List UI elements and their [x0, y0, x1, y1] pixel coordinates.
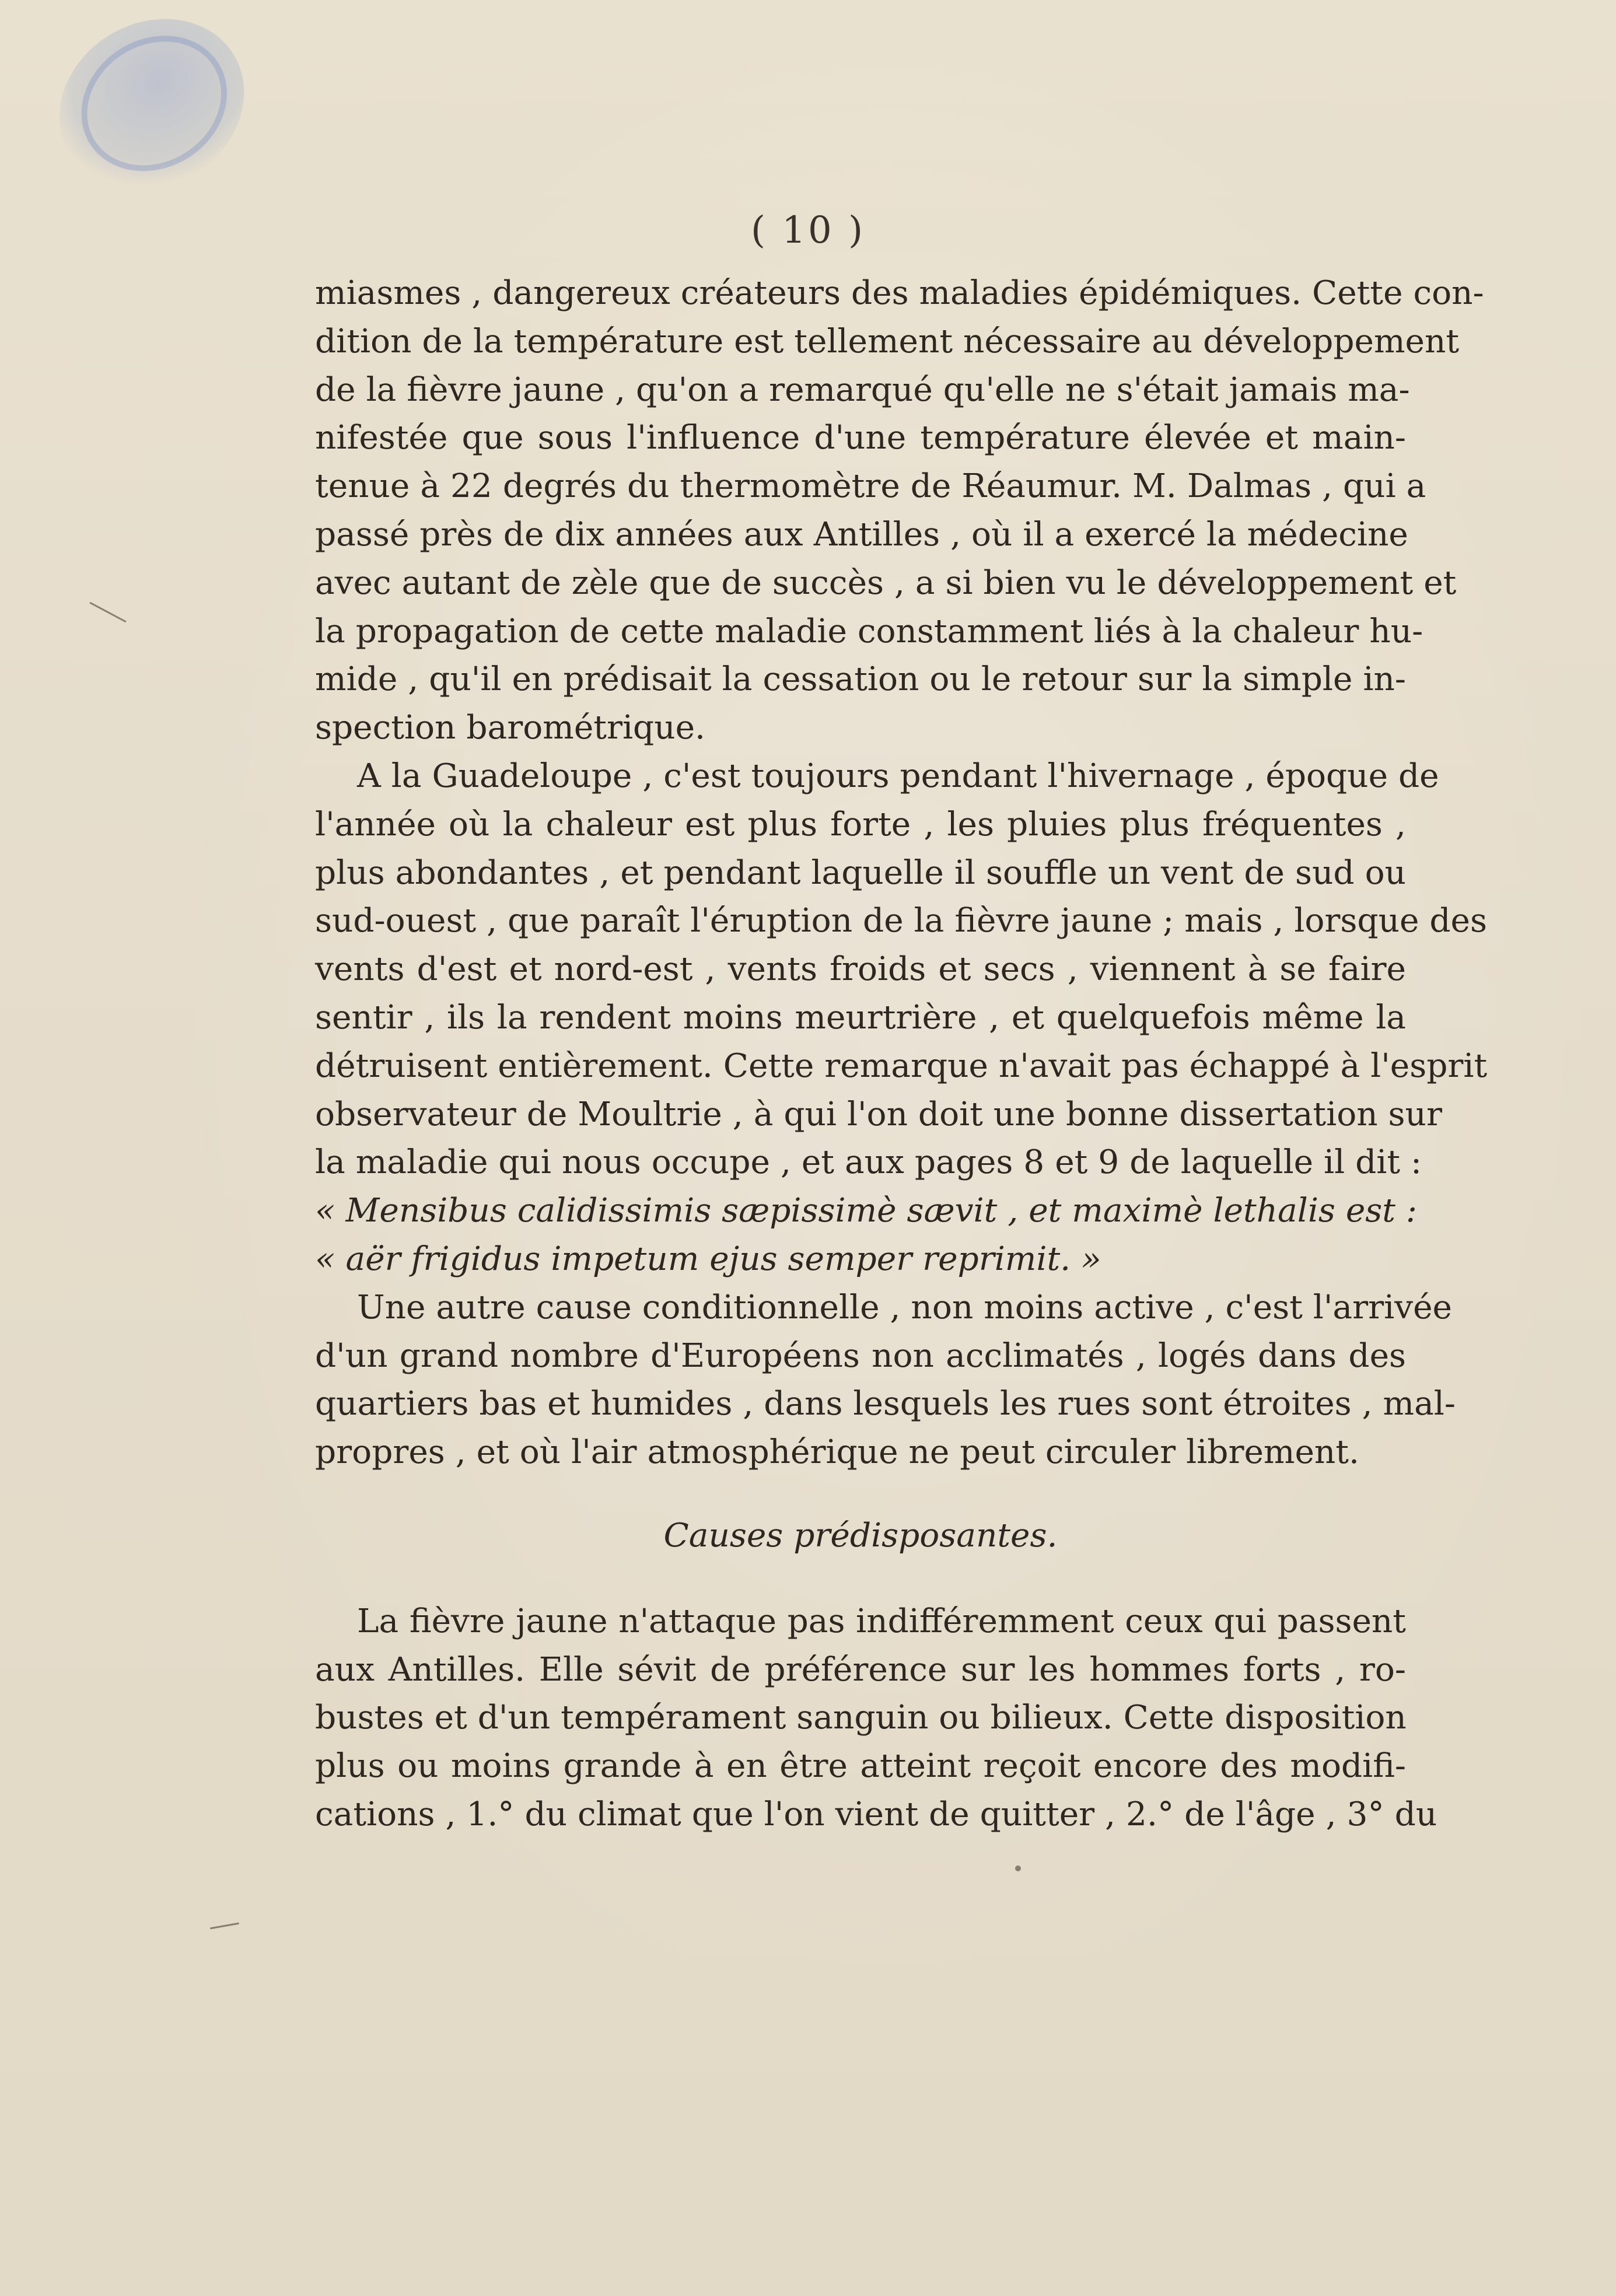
text-line: spection barométrique.: [315, 709, 706, 747]
text-line: quartiers bas et humides , dans lesquels les rues sont étroites , mal-: [315, 1385, 1456, 1423]
paragraph-3: [315, 1284, 1456, 1477]
text-line: détruisent entièrement. Cette remarque n'avait pas échappé à l'esprit: [315, 1046, 1488, 1085]
margin-mark: [1015, 1866, 1021, 1871]
text-line: la maladie qui nous occupe , et aux pages 8 et 9 de laquelle il dit :: [315, 1143, 1422, 1182]
text-line: de la fièvre jaune , qu'on a remarqué qu'elle ne s'était jamais ma-: [315, 370, 1410, 409]
paragraph-4: [315, 1598, 1437, 1839]
text-line: plus ou moins grande à en être atteint reçoit encore des modifi-: [315, 1747, 1406, 1786]
paragraph-2: [315, 752, 1488, 1284]
text-line: la propagation de cette maladie constamment liés à la chaleur hu-: [315, 612, 1423, 650]
text-line: d'un grand nombre d'Européens non acclimatés , logés dans des: [315, 1336, 1406, 1375]
text-line: mide , qu'il en prédisait la cessation ou le retour sur la simple in-: [315, 660, 1406, 699]
paragraph-1: [315, 270, 1484, 752]
text-line: La fièvre jaune n'attaque pas indifféremment ceux qui passent: [357, 1602, 1406, 1640]
text-line: cations , 1.° du climat que l'on vient de quitter , 2.° de l'âge , 3° du: [315, 1795, 1437, 1833]
text-line: tenue à 22 degrés du thermomètre de Réaumur. M. Dalmas , qui a: [315, 467, 1426, 506]
latin-quote-line: « aër frigidus impetum ejus semper reprimit. »: [315, 1240, 1101, 1278]
latin-quote-line: « Mensibus calidissimis sæpissimè sævit , et maximè lethalis est :: [315, 1192, 1417, 1230]
text-line: passé près de dix années aux Antilles , où il a exercé la médecine: [315, 515, 1408, 554]
margin-mark: [89, 602, 126, 623]
text-line: l'année où la chaleur est plus forte , les pluies plus fréquentes ,: [315, 805, 1406, 844]
text-line: avec autant de zèle que de succès , a si bien vu le développement et: [315, 564, 1457, 602]
margin-mark: [210, 1923, 239, 1930]
text-line: nifestée que sous l'influence d'une température élevée et main-: [315, 419, 1406, 457]
library-stamp-icon: [27, 0, 277, 225]
text-line: sud-ouest , que paraît l'éruption de la fièvre jaune ; mais , lorsque des: [315, 902, 1487, 940]
text-line: sentir , ils la rendent moins meurtrière , et quelquefois même la: [315, 998, 1406, 1037]
text-line: aux Antilles. Elle sévit de préférence sur les hommes forts , ro-: [315, 1650, 1406, 1689]
body-text: [315, 270, 1488, 1839]
text-line: propres , et où l'air atmosphérique ne peut circuler librement.: [315, 1433, 1359, 1472]
section-heading: Causes prédisposantes.: [663, 1516, 1058, 1555]
text-line: A la Guadeloupe , c'est toujours pendant l'hivernage , époque de: [357, 757, 1439, 795]
text-line: Une autre cause conditionnelle , non moins active , c'est l'arrivée: [357, 1288, 1452, 1326]
text-line: vents d'est et nord-est , vents froids et secs , viennent à se faire: [315, 950, 1406, 989]
text-line: bustes et d'un tempérament sanguin ou bilieux. Cette disposition: [315, 1699, 1407, 1737]
page-number: ( 10 ): [750, 209, 866, 252]
text-line: dition de la température est tellement nécessaire au développement: [315, 322, 1460, 360]
text-line: observateur de Moultrie , à qui l'on doit une bonne dissertation sur: [315, 1095, 1442, 1133]
text-line: miasmes , dangereux créateurs des maladies épidémiques. Cette con-: [315, 274, 1484, 312]
text-line: plus abondantes , et pendant laquelle il souffle un vent de sud ou: [315, 853, 1406, 892]
